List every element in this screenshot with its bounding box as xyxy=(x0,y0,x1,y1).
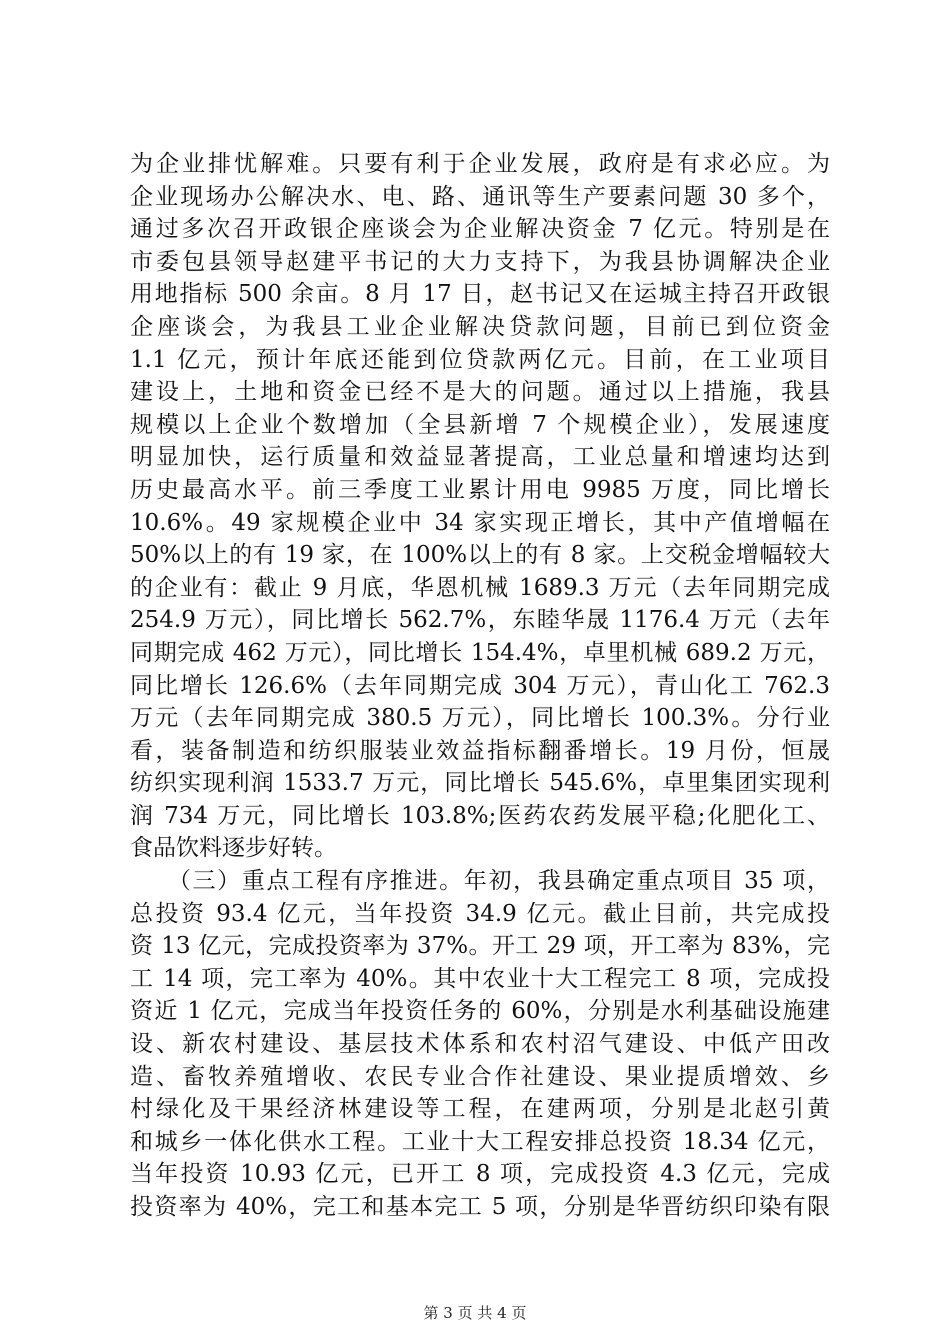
text-line: 资 13 亿元，完成投资率为 37%。开工 29 项，开工率为 83%，完 xyxy=(130,933,830,960)
text-line: 通过多次召开政银企座谈会为企业解决资金 7 亿元。特别是在 xyxy=(130,216,830,243)
text-line: 万元（去年同期完成 380.5 万元），同比增长 100.3%。分行业 xyxy=(130,705,830,732)
text-line: 明显加快，运行质量和效益显著提高，工业总量和增速均达到 xyxy=(130,444,830,471)
text-line: 村绿化及干果经济林建设等工程，在建两项，分别是北赵引黄 xyxy=(130,1096,830,1123)
text-line: 50%以上的有 19 家，在 100%以上的有 8 家。上交税金增幅较大 xyxy=(130,542,830,569)
text-line: 当年投资 10.93 亿元，已开工 8 项，完成投资 4.3 亿元，完成 xyxy=(130,1161,830,1188)
body-text xyxy=(130,148,830,1224)
text-line: 造、畜牧养殖增收、农民专业合作社建设、果业提质增效、乡 xyxy=(130,1063,830,1090)
text-line: 和城乡一体化供水工程。工业十大工程安排总投资 18.34 亿元， xyxy=(130,1128,830,1155)
text-line: 历史最高水平。前三季度工业累计用电 9985 万度，同比增长 xyxy=(130,476,830,503)
text-line: 10.6%。49 家规模企业中 34 家实现正增长，其中产值增幅在 xyxy=(130,509,830,536)
text-line: 资近 1 亿元，完成当年投资任务的 60%，分别是水利基础设施建 xyxy=(130,998,830,1025)
text-line: 同期完成 462 万元），同比增长 154.4%，卓里机械 689.2 万元， xyxy=(130,639,830,666)
page-number-footer: 第 3 页 共 4 页 xyxy=(423,1304,527,1322)
text-line: 工 14 项，完工率为 40%。其中农业十大工程完工 8 项，完成投 xyxy=(130,965,830,992)
text-line: 投资率为 40%，完工和基本完工 5 项，分别是华晋纺织印染有限 xyxy=(130,1194,830,1220)
text-line: 规模以上企业个数增加（全县新增 7 个规模企业），发展速度 xyxy=(130,411,830,438)
text-line: 的企业有：截止 9 月底，华恩机械 1689.3 万元（去年同期完成 xyxy=(130,574,830,601)
text-line: 同比增长 126.6%（去年同期完成 304 万元），青山化工 762.3 xyxy=(130,672,830,699)
text-line: 总投资 93.4 亿元，当年投资 34.9 亿元。截止目前，共完成投 xyxy=(130,900,830,927)
text-line: 润 734 万元，同比增长 103.8%;医药农药发展平稳;化肥化工、 xyxy=(130,802,830,829)
text-line: 254.9 万元），同比增长 562.7%，东睦华晟 1176.4 万元（去年 xyxy=(130,607,830,634)
text-line: 纺织实现利润 1533.7 万元，同比增长 545.6%，卓里集团实现利 xyxy=(130,770,830,797)
text-line: 市委包县领导赵建平书记的大力支持下，为我县协调解决企业 xyxy=(130,248,830,275)
text-line: 为企业排忧解难。只要有利于企业发展，政府是有求必应。为 xyxy=(130,151,830,177)
text-line: 设、新农村建设、基层技术体系和农村沼气建设、中低产田改 xyxy=(130,1031,830,1058)
text-line: 企业现场办公解决水、电、路、通讯等生产要素问题 30 多个， xyxy=(130,183,830,210)
text-line: 1.1 亿元，预计年底还能到位贷款两亿元。目前，在工业项目 xyxy=(130,346,830,373)
section-heading-line: （三）重点工程有序推进。年初，我县确定重点项目 35 项， xyxy=(130,868,830,895)
text-line: 建设上，土地和资金已经不是大的问题。通过以上措施，我县 xyxy=(130,379,830,406)
text-line: 食品饮料逐步好转。 xyxy=(130,835,337,862)
text-line: 看，装备制造和纺织服装业效益指标翻番增长。19 月份，恒晟 xyxy=(130,737,830,764)
text-line: 企座谈会，为我县工业企业解决贷款问题，目前已到位资金 xyxy=(130,313,830,340)
text-line: 用地指标 500 余亩。8 月 17 日，赵书记又在运城主持召开政银 xyxy=(130,281,830,308)
